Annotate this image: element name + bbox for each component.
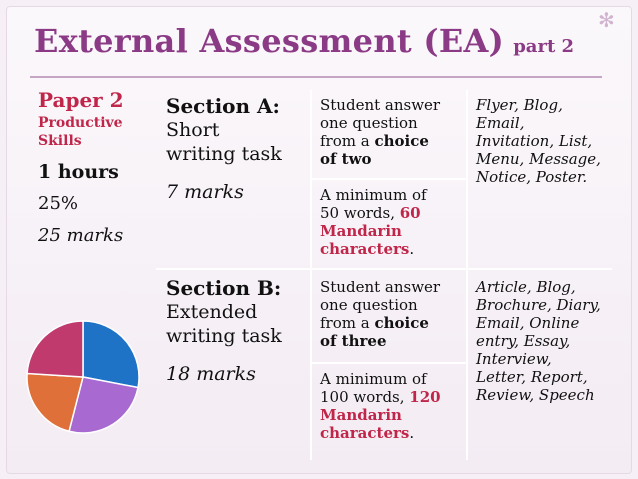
task-text: from a <box>320 314 375 332</box>
punctuation: . <box>409 424 415 442</box>
section-b-desc-1: Extended <box>166 301 258 323</box>
text-type-line: Email, Online <box>476 314 580 332</box>
text-type-line: Interview, <box>476 350 552 368</box>
task-line: Student answer <box>320 96 441 114</box>
section-a-desc-1: Short <box>166 119 220 141</box>
title-row <box>34 22 574 60</box>
text-type-line: Menu, Message, <box>476 150 601 168</box>
pie-slice-1 <box>83 321 139 387</box>
paper-label: Paper 2 <box>38 88 124 112</box>
length-unit: characters <box>320 240 410 258</box>
section-b-text-types <box>476 278 616 404</box>
length-line <box>320 204 460 222</box>
task-line <box>320 314 460 332</box>
task-choice-count: of three <box>320 332 387 350</box>
length-characters: 120 <box>409 388 441 406</box>
text-type-line: Notice, Poster. <box>476 168 588 186</box>
text-type-line: Brochure, Diary, <box>476 296 601 314</box>
cell-divider <box>312 362 466 364</box>
punctuation: . <box>409 240 415 258</box>
length-language: Mandarin <box>320 222 402 240</box>
text-type-line: Invitation, List, <box>476 132 593 150</box>
length-line: A minimum of <box>320 370 427 388</box>
length-language: Mandarin <box>320 406 402 424</box>
section-a <box>156 94 308 264</box>
text-type-line: Email, <box>476 114 525 132</box>
length-line <box>320 424 460 442</box>
task-line: one question <box>320 114 418 132</box>
task-choice: choice <box>374 314 429 332</box>
paper-summary <box>38 88 150 248</box>
section-a-text-types <box>476 96 616 186</box>
text-type-line: Article, Blog, <box>476 278 576 296</box>
section-a-title: Section A: <box>166 94 280 118</box>
section-a-marks: 7 marks <box>166 181 244 203</box>
duration: 1 hours <box>38 161 119 183</box>
section-a-task <box>320 96 460 168</box>
length-line <box>320 388 460 406</box>
text-type-line: Review, Speech <box>476 386 595 404</box>
task-choice-count: of two <box>320 150 372 168</box>
length-unit: characters <box>320 424 410 442</box>
column-divider <box>466 90 468 460</box>
section-b-desc-2: writing task <box>166 325 282 347</box>
weighting-pie-chart <box>24 318 142 436</box>
task-line: one question <box>320 296 418 314</box>
task-line <box>320 132 460 150</box>
task-line: Student answer <box>320 278 441 296</box>
text-type-line: Flyer, Blog, <box>476 96 563 114</box>
text-type-line: entry, Essay, <box>476 332 571 350</box>
section-b-task <box>320 278 460 350</box>
page-title: External Assessment (EA) <box>34 22 505 60</box>
task-text: from a <box>320 132 375 150</box>
length-words: 100 words, <box>320 388 410 406</box>
section-b-title: Section B: <box>166 276 282 300</box>
pie-slice-4 <box>27 321 83 377</box>
text-type-line: Letter, Report, <box>476 368 588 386</box>
title-divider <box>30 76 602 78</box>
row-divider <box>156 268 612 270</box>
weighting: 25% <box>38 193 79 214</box>
length-line: A minimum of <box>320 186 427 204</box>
length-line <box>320 240 460 258</box>
total-marks: 25 marks <box>38 225 124 246</box>
cell-divider <box>312 178 466 180</box>
corner-star-icon: ✻ <box>598 8 615 32</box>
section-a-desc-2: writing task <box>166 143 282 165</box>
section-a-length <box>320 186 460 258</box>
section-b <box>156 276 308 456</box>
skills-line-2: Skills <box>38 133 82 149</box>
page-subtitle: part 2 <box>513 36 575 57</box>
task-choice: choice <box>374 132 429 150</box>
skills-label <box>38 114 150 150</box>
length-words: 50 words, <box>320 204 400 222</box>
skills-line-1: Productive <box>38 115 123 131</box>
section-b-length <box>320 370 460 442</box>
length-characters: 60 <box>399 204 421 222</box>
column-divider <box>310 90 312 460</box>
section-b-marks: 18 marks <box>166 363 256 385</box>
